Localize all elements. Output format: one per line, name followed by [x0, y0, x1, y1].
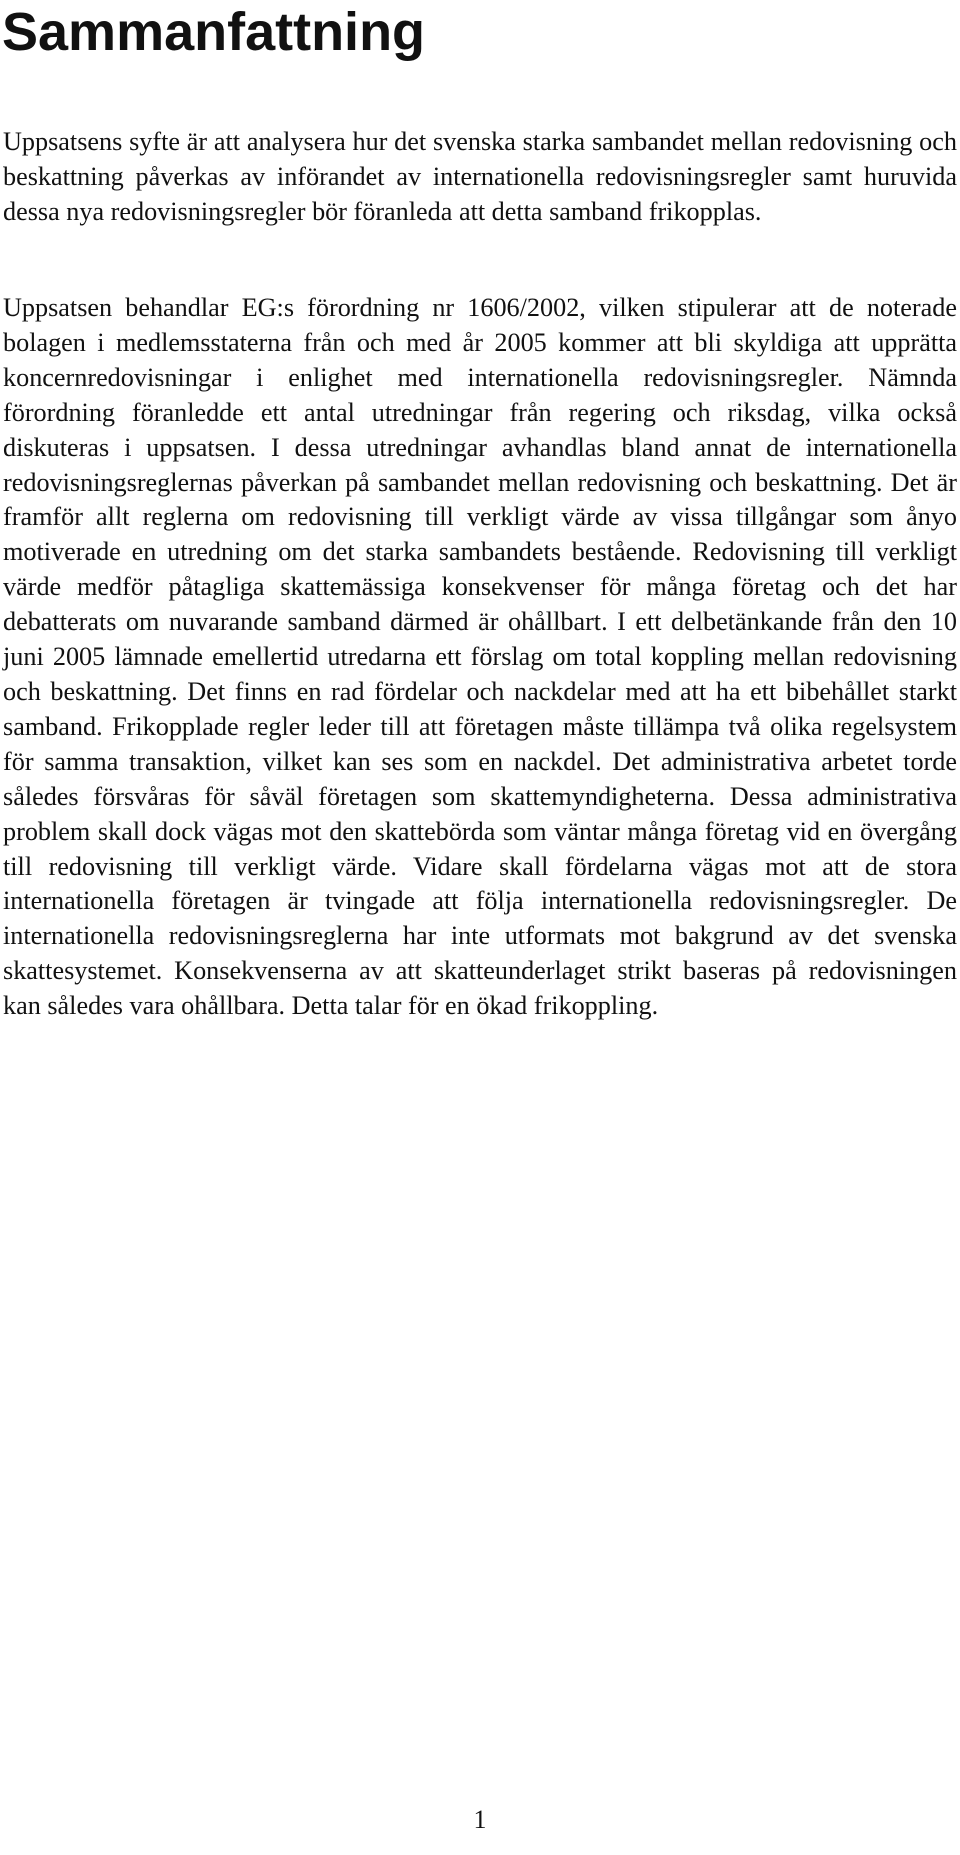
page-title: Sammanfattning	[2, 2, 426, 62]
paragraph-body: Uppsatsen behandlar EG:s förordning nr 1606/2002, vilken stipulerar att de noterade bolagen i medlemsstaterna från och med år 2005 kommer att bli skyldiga att upprätta koncernredovisningar i enlighet med internationella redovisningsregler. Nämnda förordning föranledde ett antal utredningar från regering och riksdag, vilka också diskuteras i uppsatsen. I dessa utredningar avhandlas bland annat de internationella redovisningsreglernas påverkan på sambandet mellan redovisning och beskattning. Det är framför allt reglerna om redovisning till verkligt värde av vissa tillgångar som ånyo motiverade en utredning om det starka sambandets bestående. Redovisning till verkligt värde medför påtagliga skattemässiga konsekvenser för många företag och det har debatterats om nuvarande samband därmed är ohållbart. I ett delbetänkande från den 10 juni 2005 lämnade emellertid utredarna ett förslag om total koppling mellan redovisning och beskattning. Det finns en rad fördelar och nackdelar med att ha ett bibehållet starkt samband. Frikopplade regler leder till att företagen måste tillämpa två olika regelsystem för samma transaktion, vilket kan ses som en nackdel. Det administrativa arbetet torde således försvåras för såväl företagen som skattemyndigheterna. Dessa administrativa problem skall dock vägas mot den skattebörda som väntar många företag vid en övergång till redovisning till verkligt värde. Vidare skall fördelarna vägas mot att de stora internationella företagen är tvingade att följa internationella redovisningsregler. De internationella redovisningsreglerna har inte utformats mot bakgrund av det svenska skattesystemet. Konsekvenserna av att skatteunderlaget strikt baseras på redovisningen kan således vara ohållbara. Detta talar för en ökad frikoppling.	[3, 293, 957, 1021]
paragraph-purpose: Uppsatsens syfte är att analysera hur det svenska starka sambandet mellan redovisning och beskattning påverkas av införandet av internationella redovisningsregler samt huruvida dessa nya redovisningsregler bör föranleda att detta samband frikopplas.	[3, 127, 957, 226]
page-number: 1	[473, 1805, 487, 1834]
